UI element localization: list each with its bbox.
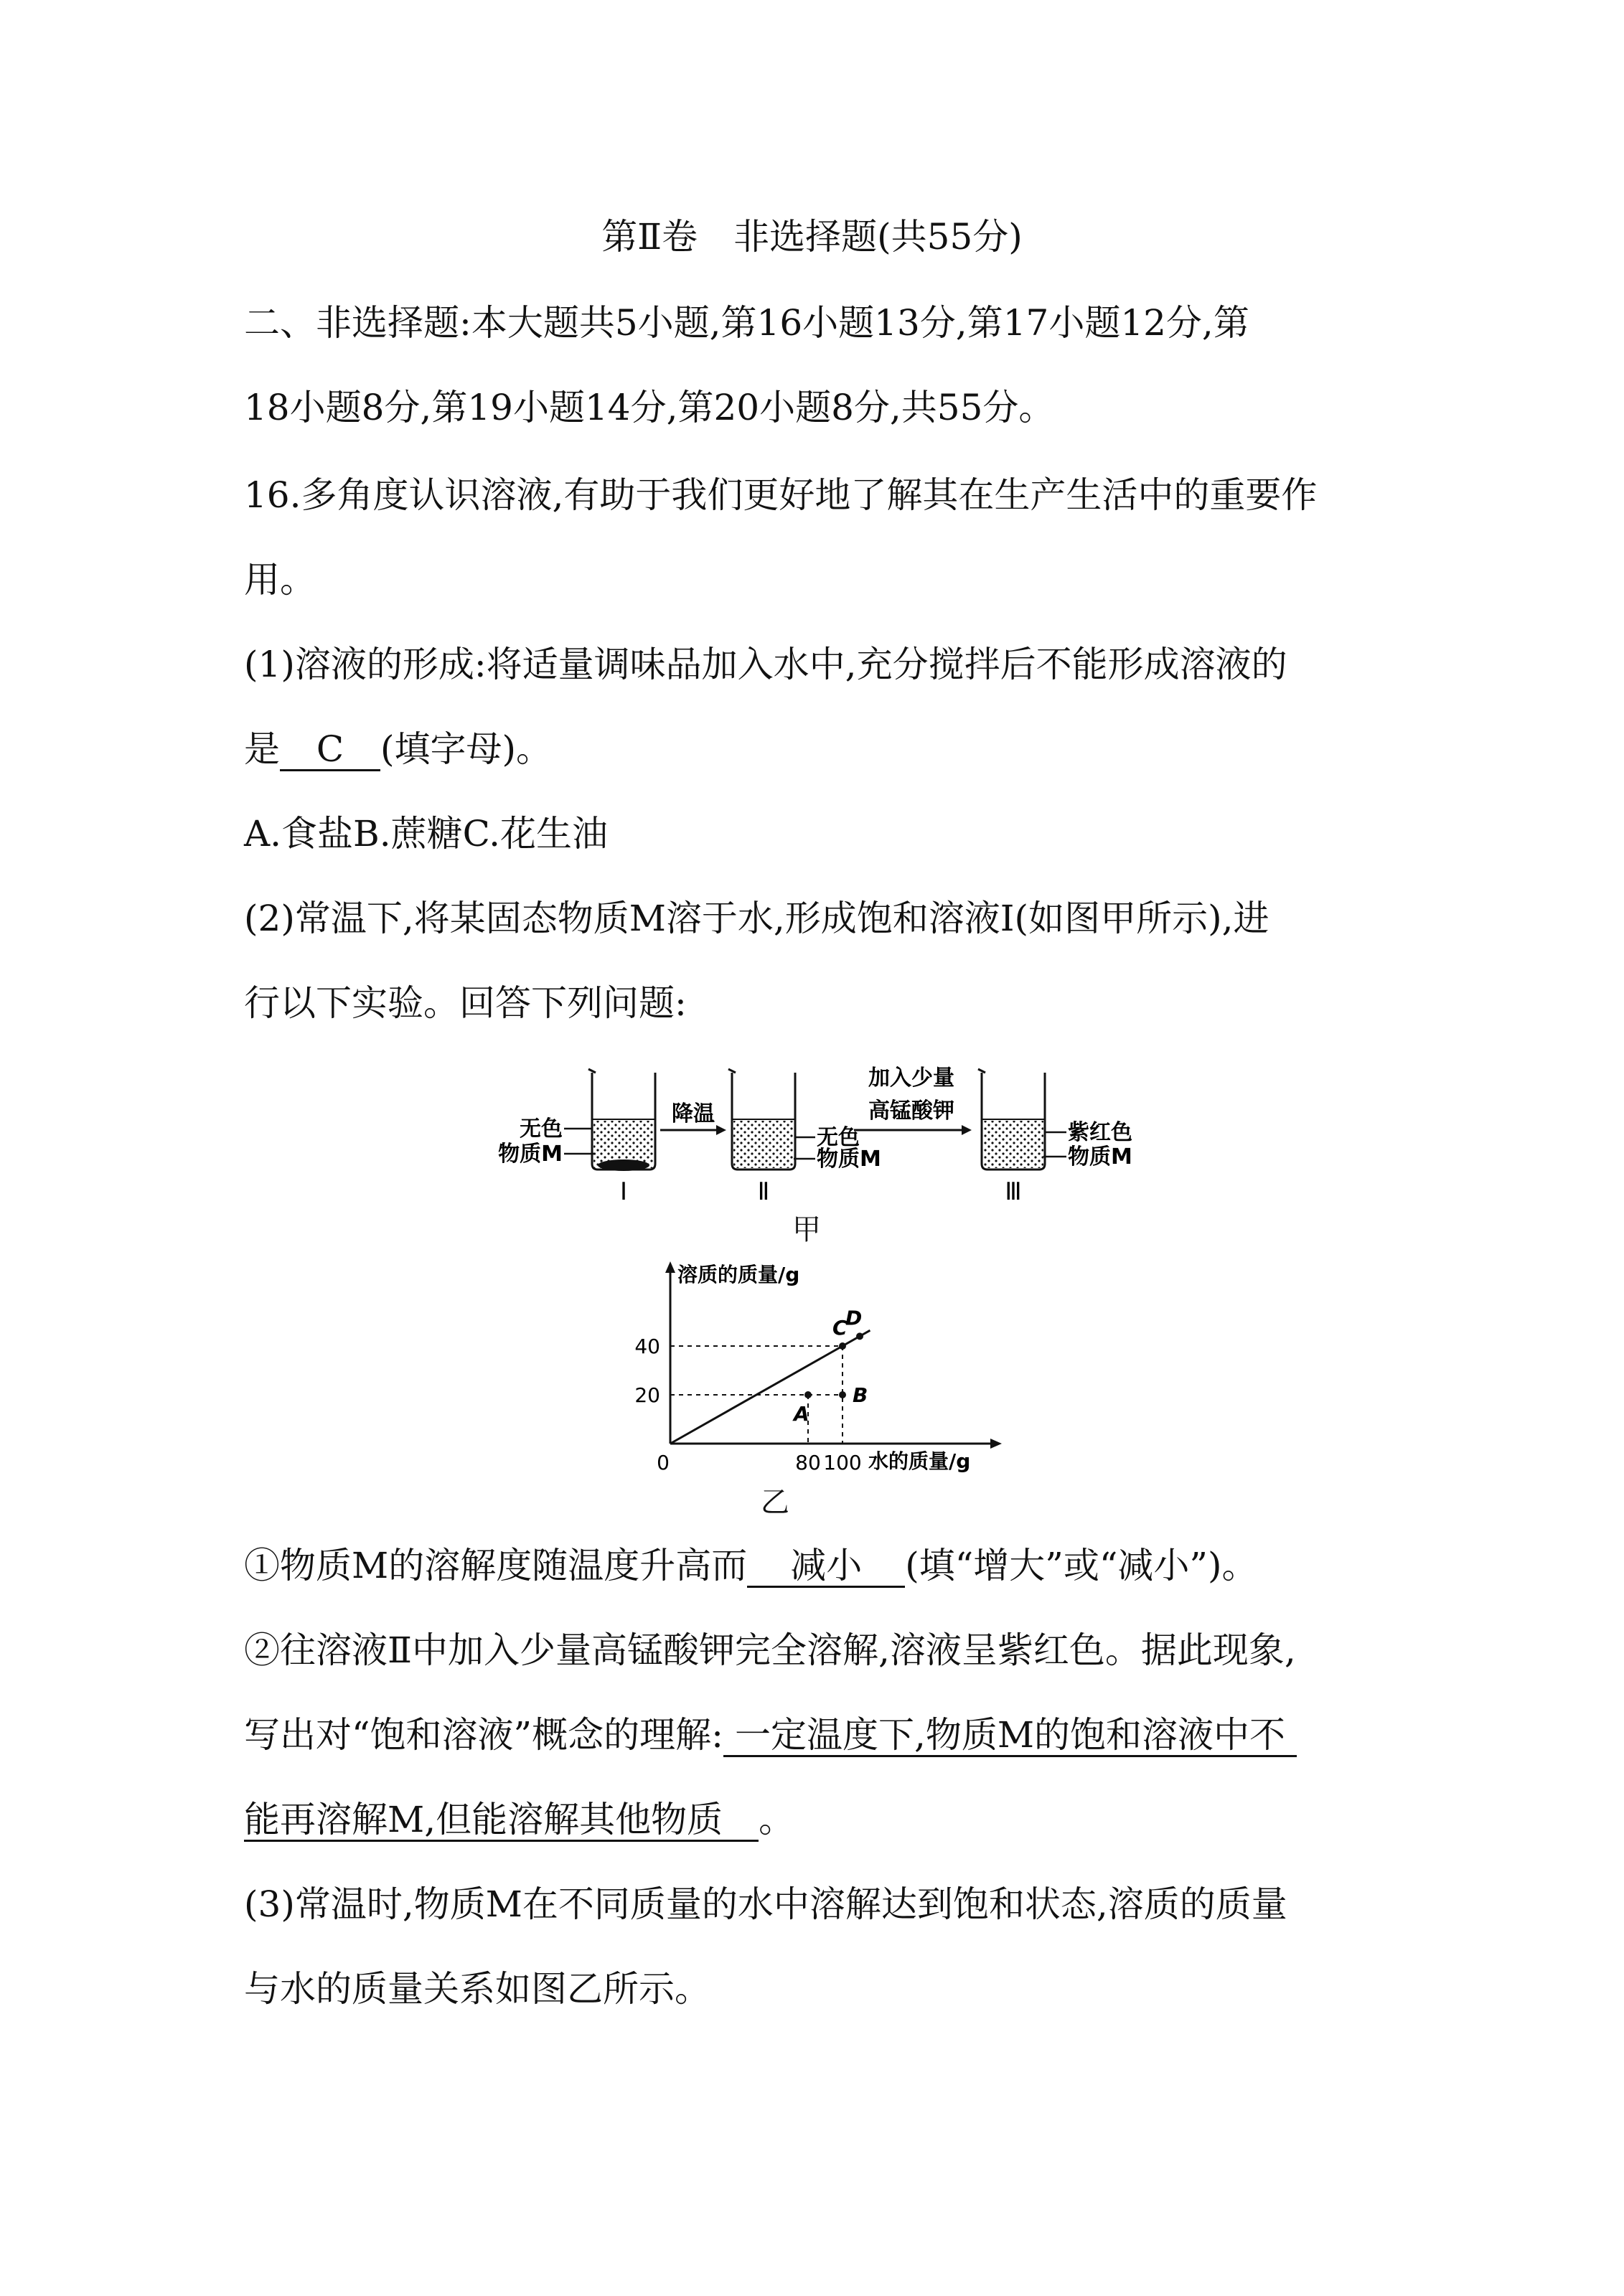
point-B xyxy=(839,1391,846,1398)
beaker-1-label-bottom: 物质M xyxy=(498,1142,563,1167)
q16-part1-prefix: 是 xyxy=(244,728,280,770)
x-tick-0: 80 xyxy=(795,1451,821,1474)
arrow-2-label-1: 加入少量 xyxy=(868,1065,954,1091)
figure-yi-chart xyxy=(588,1256,1033,1492)
q16-sub2-line-2 xyxy=(244,1713,1297,1757)
q16-stem-line-2: 用。 xyxy=(244,559,316,601)
chart-points xyxy=(792,1306,868,1426)
q16-sub2-line-1: ②往溶液Ⅱ中加入少量高锰酸钾完全溶解,溶液呈紫红色。据此现象, xyxy=(244,1629,1296,1671)
point-label-B: B xyxy=(853,1383,868,1407)
y-axis-label: 溶质的质量/g xyxy=(677,1263,800,1286)
q16-sub2-line-3 xyxy=(244,1798,794,1842)
point-label-D: D xyxy=(845,1306,863,1330)
section-title: 第Ⅱ卷 非选择题(共55分) xyxy=(601,216,1023,258)
q16-sub1-answer: 减小 xyxy=(747,1545,905,1588)
q16-part2-line-2: 行以下实验。回答下列问题: xyxy=(244,982,687,1024)
figure-jia-caption: 甲 xyxy=(792,1213,821,1246)
arrow-2-label-2: 高锰酸钾 xyxy=(868,1098,954,1124)
point-D xyxy=(856,1332,863,1340)
point-C xyxy=(839,1342,846,1350)
section-intro-line-2: 18小题8分,第19小题14分,第20小题8分,共55分。 xyxy=(244,387,1055,428)
q16-sub2-suffix: 。 xyxy=(759,1799,795,1840)
q16-part1-suffix: (填字母)。 xyxy=(380,728,553,770)
q16-part1-answer: C xyxy=(280,729,380,771)
q16-sub2-answer-1: 一定温度下,物质M的饱和溶液中不 xyxy=(723,1715,1297,1757)
beaker-1-roman: Ⅰ xyxy=(619,1177,628,1205)
q16-sub1 xyxy=(244,1544,1257,1588)
beaker-1 xyxy=(588,1069,655,1171)
q16-part2-line-1: (2)常温下,将某固态物质M溶于水,形成饱和溶液Ⅰ(如图甲所示),进 xyxy=(244,898,1269,939)
point-label-C: C xyxy=(832,1316,848,1340)
q16-sub2-prefix: 写出对“饱和溶液”概念的理解: xyxy=(244,1714,723,1756)
point-A xyxy=(804,1391,812,1398)
y-tick-1: 40 xyxy=(634,1335,660,1358)
q16-part1-line-1: (1)溶液的形成:将适量调味品加入水中,充分搅拌后不能形成溶液的 xyxy=(244,644,1287,685)
beaker-3-roman: Ⅲ xyxy=(1005,1177,1022,1205)
beaker-2 xyxy=(728,1069,795,1170)
beaker-2-label-top: 无色 xyxy=(817,1125,860,1150)
beaker-2-label-bottom: 物质M xyxy=(817,1147,881,1172)
point-label-A: A xyxy=(794,1402,809,1426)
beaker-3-label-bottom: 物质M xyxy=(1068,1144,1132,1170)
beaker-3 xyxy=(978,1069,1045,1170)
q16-sub2-answer-2: 能再溶解M,但能溶解其他物质 xyxy=(244,1799,759,1842)
q16-sub1-suffix: (填“增大”或“减小”)。 xyxy=(905,1545,1258,1586)
q16-part1-options: A.食盐B.蔗糖C.花生油 xyxy=(244,813,609,855)
figure-jia-beakers xyxy=(488,1033,1163,1205)
x-axis-label: 水的质量/g xyxy=(868,1449,971,1473)
section-intro-line-1: 二、非选择题:本大题共5小题,第16小题13分,第17小题12分,第 xyxy=(244,302,1249,344)
q16-part3-line-1: (3)常温时,物质M在不同质量的水中溶解达到饱和状态,溶质的质量 xyxy=(244,1883,1287,1925)
x-axis-arrow xyxy=(990,1439,1002,1449)
q16-sub1-prefix: ①物质M的溶解度随温度升高而 xyxy=(244,1545,748,1586)
q16-part1-line-2 xyxy=(244,728,552,771)
q16-part3-line-2: 与水的质量关系如图乙所示。 xyxy=(244,1968,710,2010)
beaker-3-label-top: 紫红色 xyxy=(1068,1120,1132,1145)
arrow-1-label: 降温 xyxy=(672,1101,715,1126)
arrow-2-head xyxy=(962,1125,972,1135)
x-tick-1: 100 xyxy=(823,1451,862,1474)
beaker-1-label-top: 无色 xyxy=(520,1116,563,1142)
arrow-1-head xyxy=(716,1125,726,1135)
figure-yi-caption: 乙 xyxy=(761,1486,789,1519)
beaker-2-roman: Ⅱ xyxy=(757,1177,770,1205)
y-tick-0: 20 xyxy=(634,1383,660,1407)
q16-stem-line-1: 16.多角度认识溶液,有助于我们更好地了解其在生产生活中的重要作 xyxy=(244,474,1318,516)
y-axis-arrow xyxy=(665,1261,675,1273)
origin-label: 0 xyxy=(657,1451,670,1474)
